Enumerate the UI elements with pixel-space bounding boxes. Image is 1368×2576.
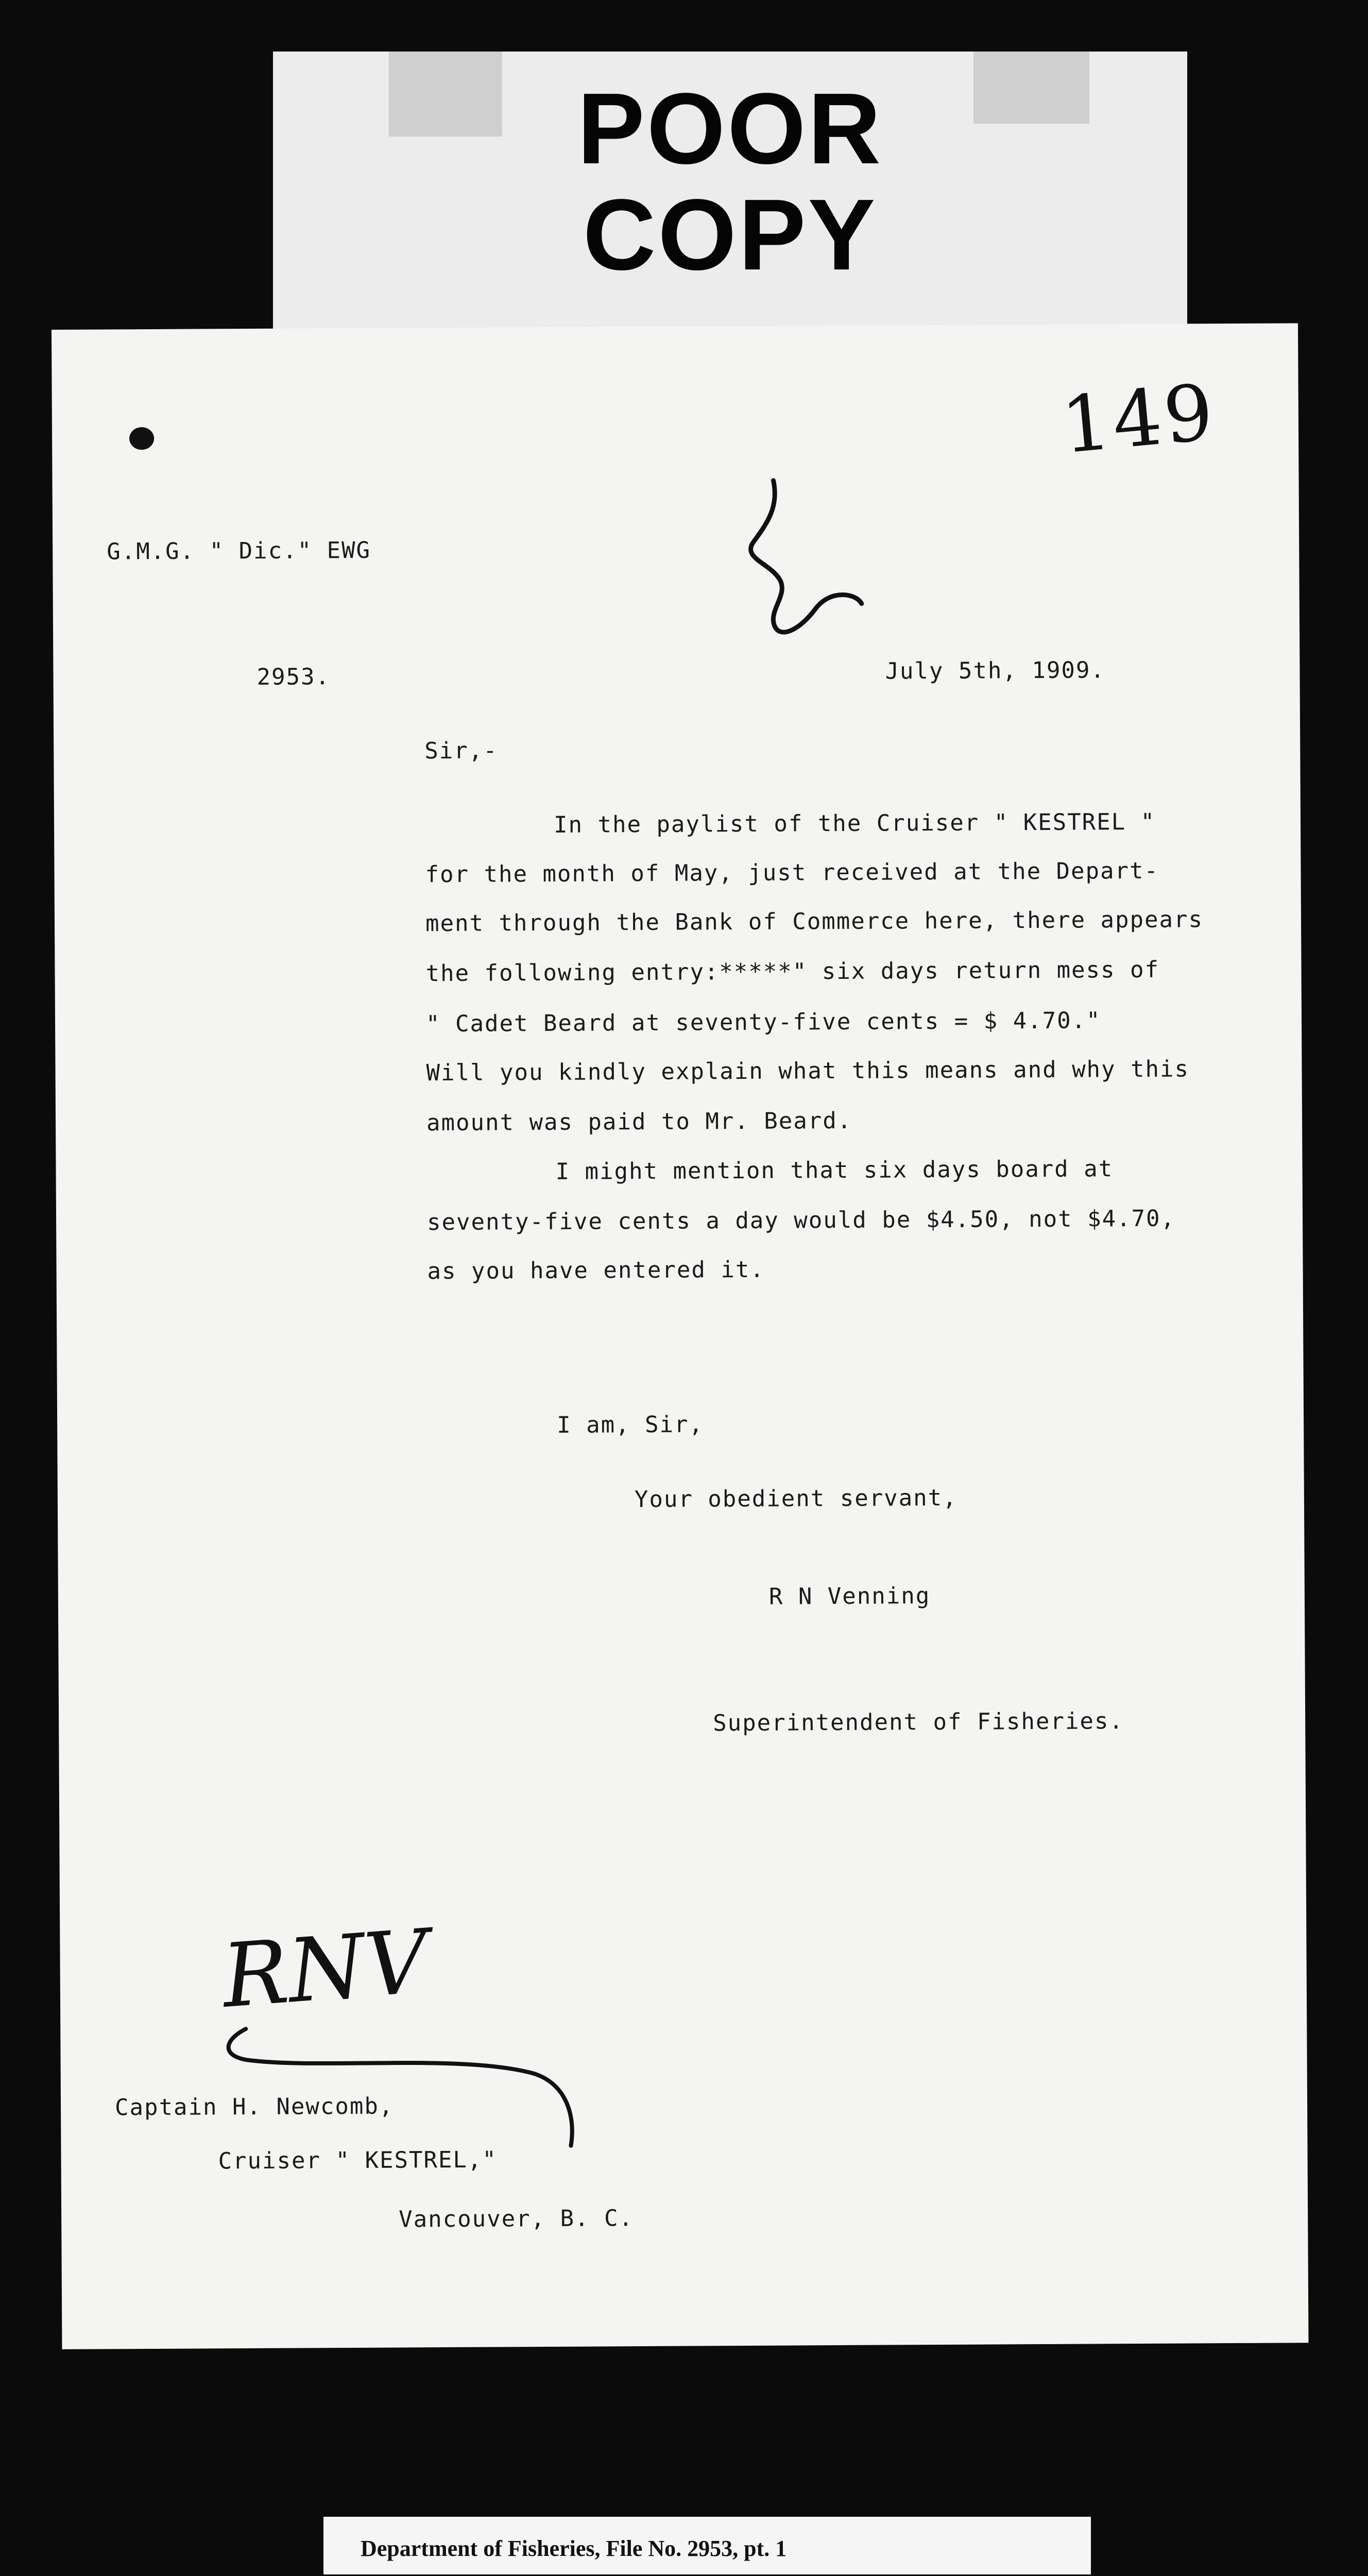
body-line: " Cadet Beard at seventy-five cents = $ 4.70."	[425, 1007, 1101, 1038]
body-line: In the paylist of the Cruiser " KESTREL "	[553, 808, 1156, 838]
body-line: for the month of May, just received at the Depart-	[425, 857, 1159, 888]
handwritten-mark-icon	[738, 475, 873, 646]
file-number: 2953.	[256, 664, 331, 690]
body-line: as you have entered it.	[427, 1256, 765, 1285]
letter-page	[52, 323, 1308, 2349]
page-number: 149	[1057, 367, 1219, 471]
copy-label: COPY	[583, 178, 878, 291]
body-line: seventy-five cents a day would be $4.50, not $4.70,	[426, 1205, 1176, 1236]
signature-title: Superintendent of Fisheries.	[713, 1708, 1124, 1737]
body-line: amount was paid to Mr. Beard.	[426, 1107, 852, 1137]
signature-name: R N Venning	[768, 1583, 931, 1610]
initials-flourish-icon	[215, 2017, 586, 2153]
reference-line: G.M.G. " Dic." EWG	[107, 537, 371, 565]
body-line: the following entry:*****" six days return mess of	[425, 956, 1160, 987]
closing-line: Your obedient servant,	[634, 1484, 957, 1513]
body-line: I might mention that six days board at	[555, 1156, 1114, 1185]
address-line: Cruiser " KESTREL,"	[218, 2146, 498, 2175]
poor-copy-stamp	[273, 52, 1187, 330]
file-caption-strip	[323, 2517, 1091, 2574]
body-line: Will you kindly explain what this means and why this	[426, 1056, 1190, 1087]
address-line: Captain H. Newcomb,	[114, 2093, 394, 2121]
address-line: Vancouver, B. C.	[399, 2205, 634, 2233]
handwritten-initials: RNV	[218, 1910, 432, 2028]
letter-date: July 5th, 1909.	[885, 657, 1105, 685]
salutation: Sir,-	[424, 737, 498, 765]
closing-line: I am, Sir,	[557, 1411, 704, 1438]
poor-label: POOR	[577, 72, 883, 185]
body-line: ment through the Bank of Commerce here, there appears	[425, 906, 1204, 937]
file-caption: Department of Fisheries, File No. 2953, pt. 1	[361, 2536, 787, 2561]
punch-hole	[129, 427, 154, 450]
